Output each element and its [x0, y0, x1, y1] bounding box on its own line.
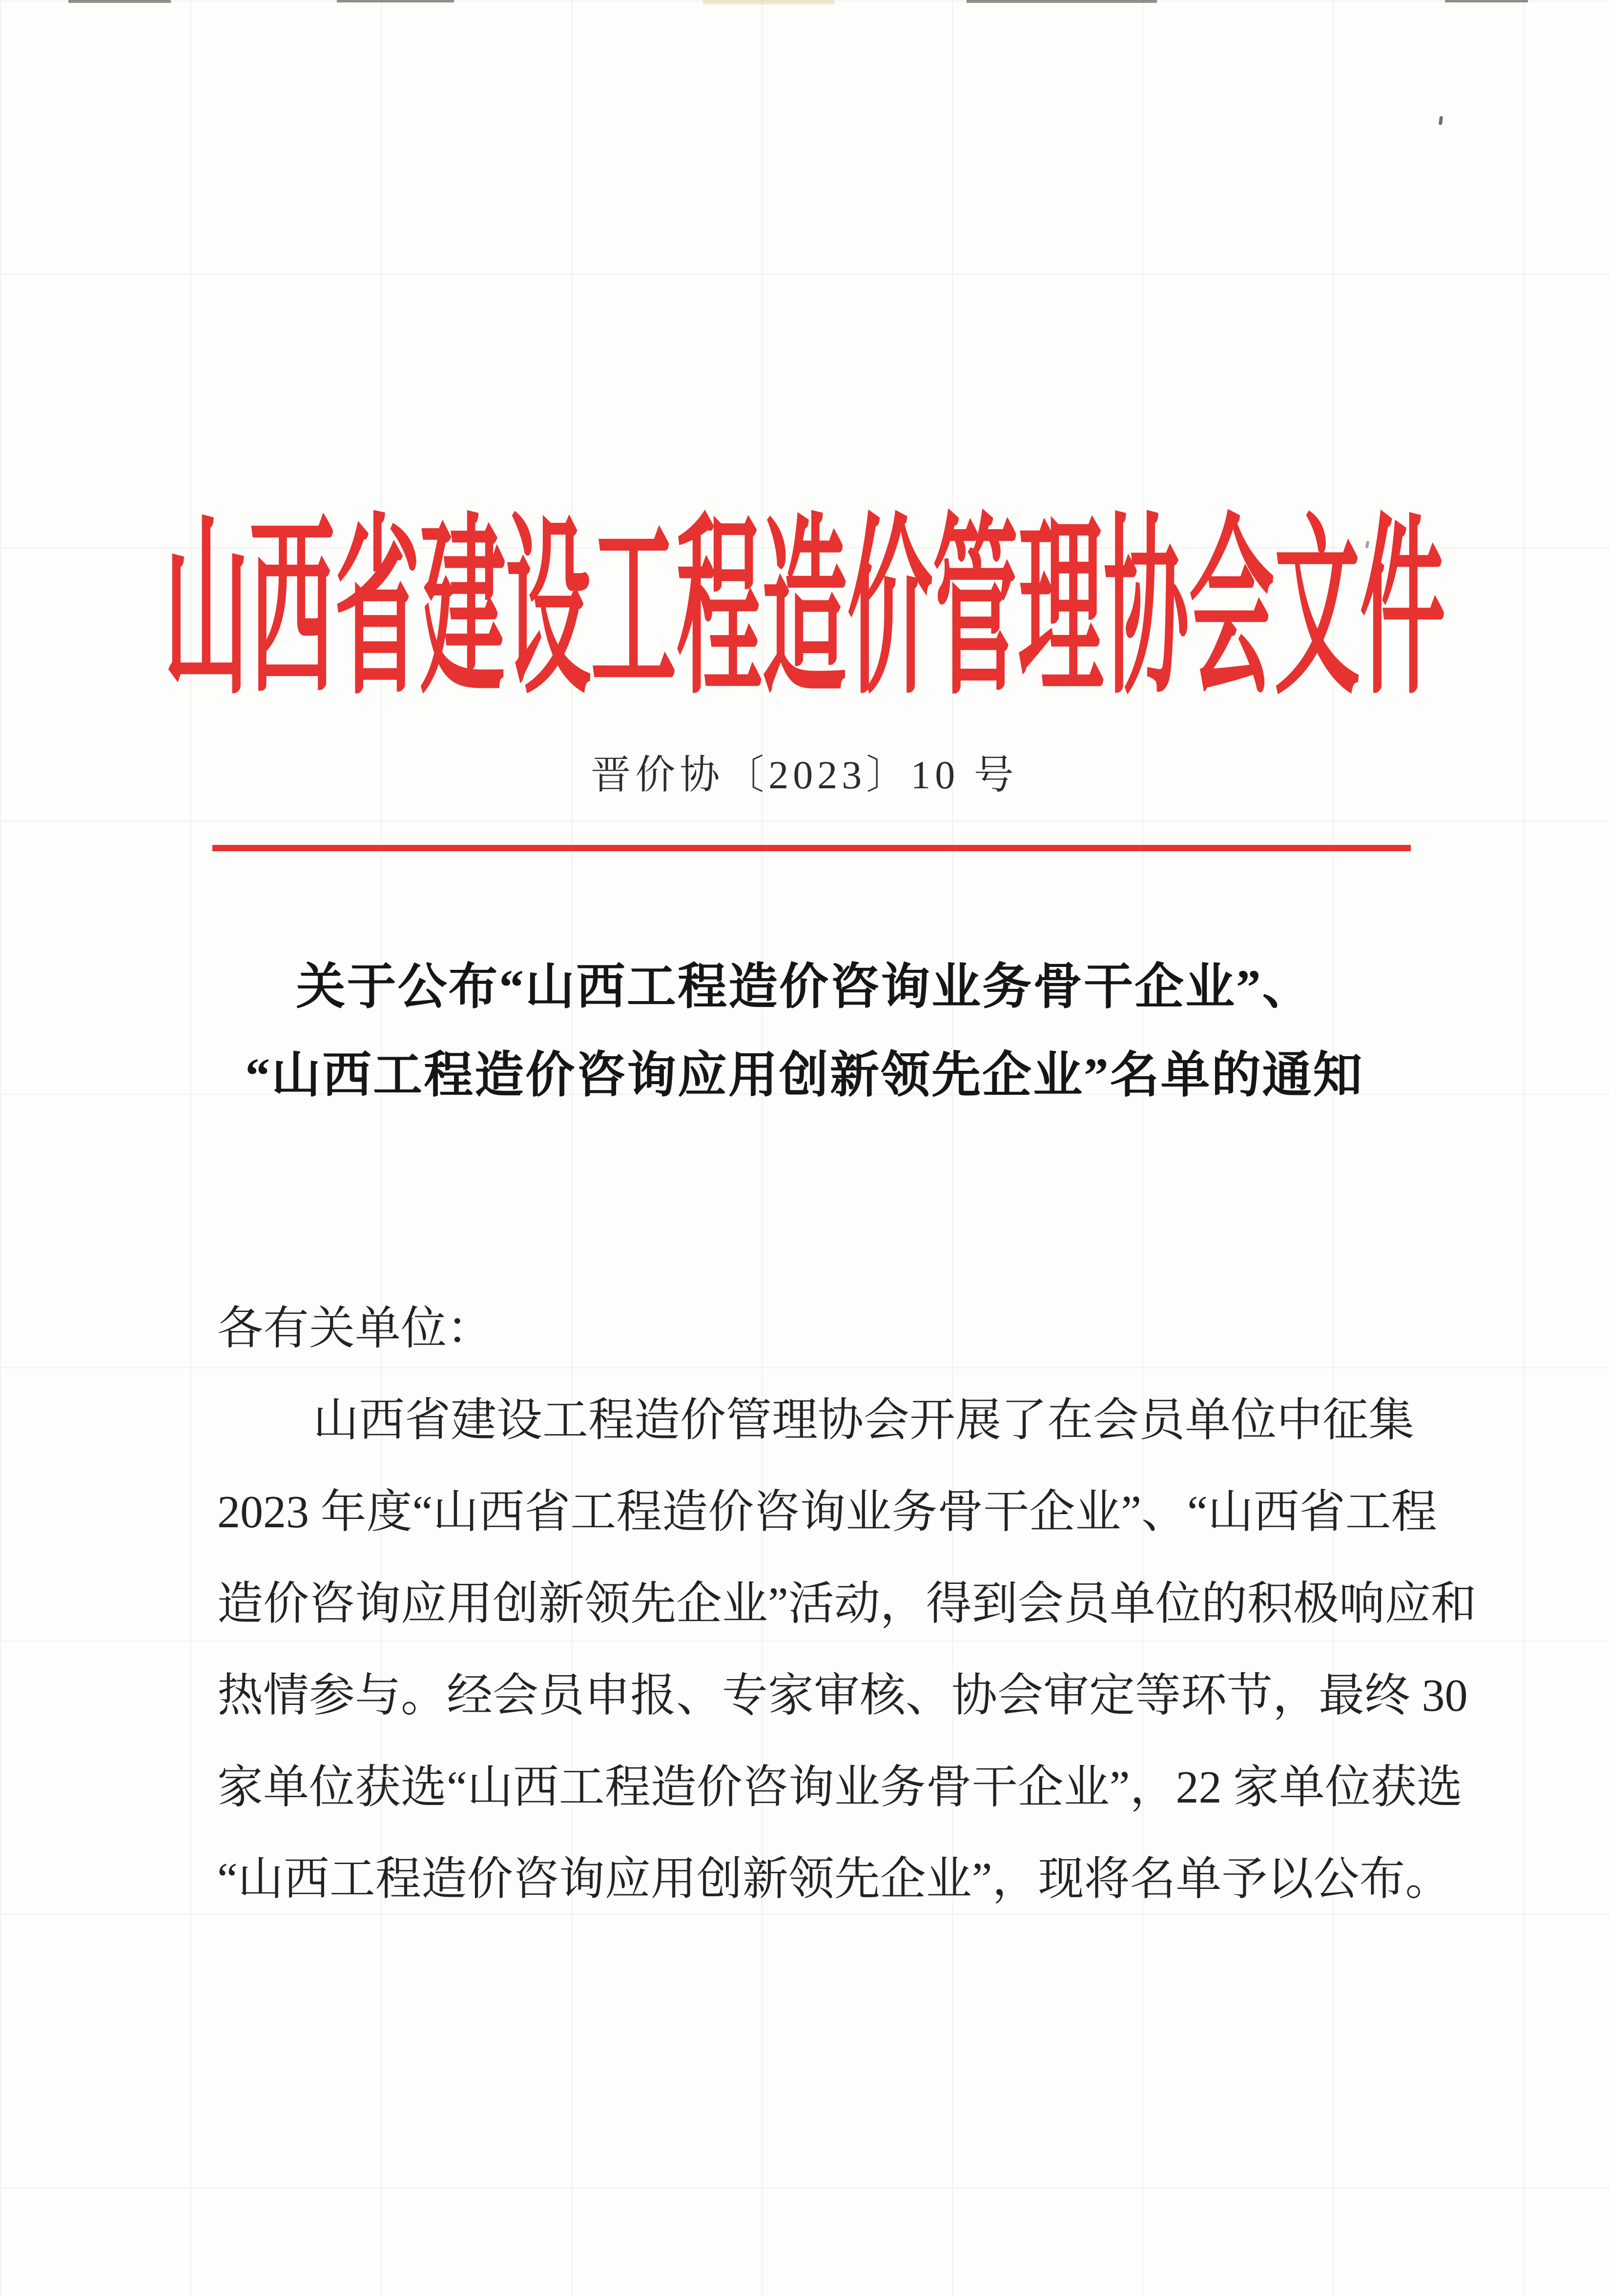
scan-smear-artifact	[703, 0, 835, 4]
document-header-title: 山西省建设工程造价管理协会文件	[164, 503, 1445, 717]
body-text	[217, 1283, 1477, 1925]
body-line: 热情参与。经会员申报、专家审核、协会审定等环节，最终 30	[217, 1670, 1468, 1721]
notice-title	[0, 943, 1609, 1120]
scan-edge-artifact	[68, 0, 171, 3]
body-line: 山西省建设工程造价管理协会开展了在会员单位中征集	[313, 1395, 1415, 1446]
body-line: 家单位获选“山西工程造价咨询业务骨干企业”，22 家单位获选	[217, 1762, 1463, 1813]
red-divider-line	[212, 845, 1411, 851]
body-line: 造价咨询应用创新领先企业”活动，得到会员单位的积极响应和	[217, 1578, 1477, 1629]
notice-title-line1: 关于公布“山西工程造价咨询业务骨干企业”、	[296, 960, 1313, 1014]
scan-speck-artifact	[1439, 116, 1443, 125]
scan-edge-artifact	[1445, 0, 1528, 2]
scan-edge-artifact	[967, 0, 1157, 3]
body-line: “山西工程造价咨询应用创新领先企业”，现将名单予以公布。	[217, 1854, 1451, 1905]
body-line: 2023 年度“山西省工程造价咨询业务骨干企业”、“山西省工程	[217, 1487, 1437, 1538]
scan-edge-artifact	[337, 0, 454, 2]
salutation: 各有关单位：	[217, 1303, 493, 1354]
notice-title-line2: “山西工程造价咨询应用创新领先企业”名单的通知	[245, 1048, 1364, 1103]
document-number: 晋价协〔2023〕10 号	[591, 753, 1018, 797]
